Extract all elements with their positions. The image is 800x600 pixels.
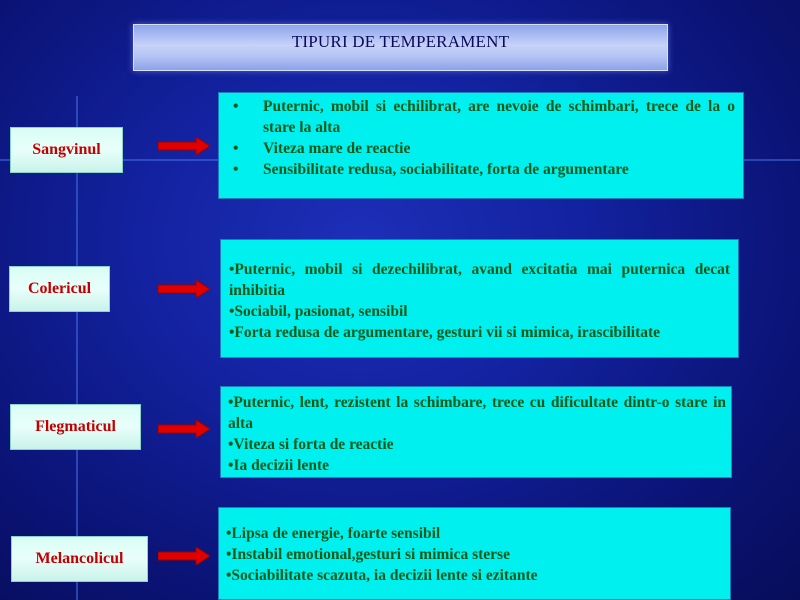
trait-item: •Puternic, mobil si dezechilibrat, avand excitatia mai puternica decat inhibitia <box>229 261 730 299</box>
arrow-right-icon <box>158 420 210 438</box>
description-colericul <box>220 239 739 358</box>
trait-item: • Viteza mare de reactie <box>227 138 735 159</box>
trait-item: •Forta redusa de argumentare, gesturi vii si mimica, irascibilitate <box>229 324 661 341</box>
title-box <box>133 24 668 71</box>
label-text: Flegmaticul <box>35 418 116 435</box>
trait-item: •Instabil emotional,gesturi si mimica sterse <box>226 546 510 563</box>
description-melancolicul <box>218 507 731 600</box>
description-flegmaticul <box>220 386 732 478</box>
trait-item: •Sociabilitate scazuta, ia decizii lente si ezitante <box>226 567 538 584</box>
label-text: Melancolicul <box>35 550 124 567</box>
trait-item: • Puternic, mobil si echilibrat, are nevoie de schimbari, trece de la o stare la alta <box>227 96 735 138</box>
trait-item: •Lipsa de energie, foarte sensibil <box>226 525 441 542</box>
trait-item: • Sensibilitate redusa, sociabilitate, forta de argumentare <box>227 159 735 180</box>
label-sangvinul <box>10 127 123 173</box>
label-colericul <box>9 266 110 312</box>
arrow-right-icon <box>158 280 210 298</box>
trait-item: •Puternic, lent, rezistent la schimbare, trece cu dificultate dintr-o stare in alta <box>228 394 726 432</box>
description-sangvinul <box>218 92 744 199</box>
arrow-right-icon <box>158 547 210 565</box>
trait-item: •Sociabil, pasionat, sensibil <box>229 303 408 320</box>
arrow-right-icon <box>158 137 210 155</box>
trait-item: •Ia decizii lente <box>228 457 329 474</box>
label-text: Sangvinul <box>32 141 101 158</box>
label-melancolicul <box>11 536 148 582</box>
trait-item: •Viteza si forta de reactie <box>228 436 394 453</box>
trait-list <box>227 96 735 180</box>
label-text: Colericul <box>27 280 92 297</box>
page-title: TIPURI DE TEMPERAMENT <box>291 32 510 51</box>
label-flegmaticul <box>10 404 141 450</box>
